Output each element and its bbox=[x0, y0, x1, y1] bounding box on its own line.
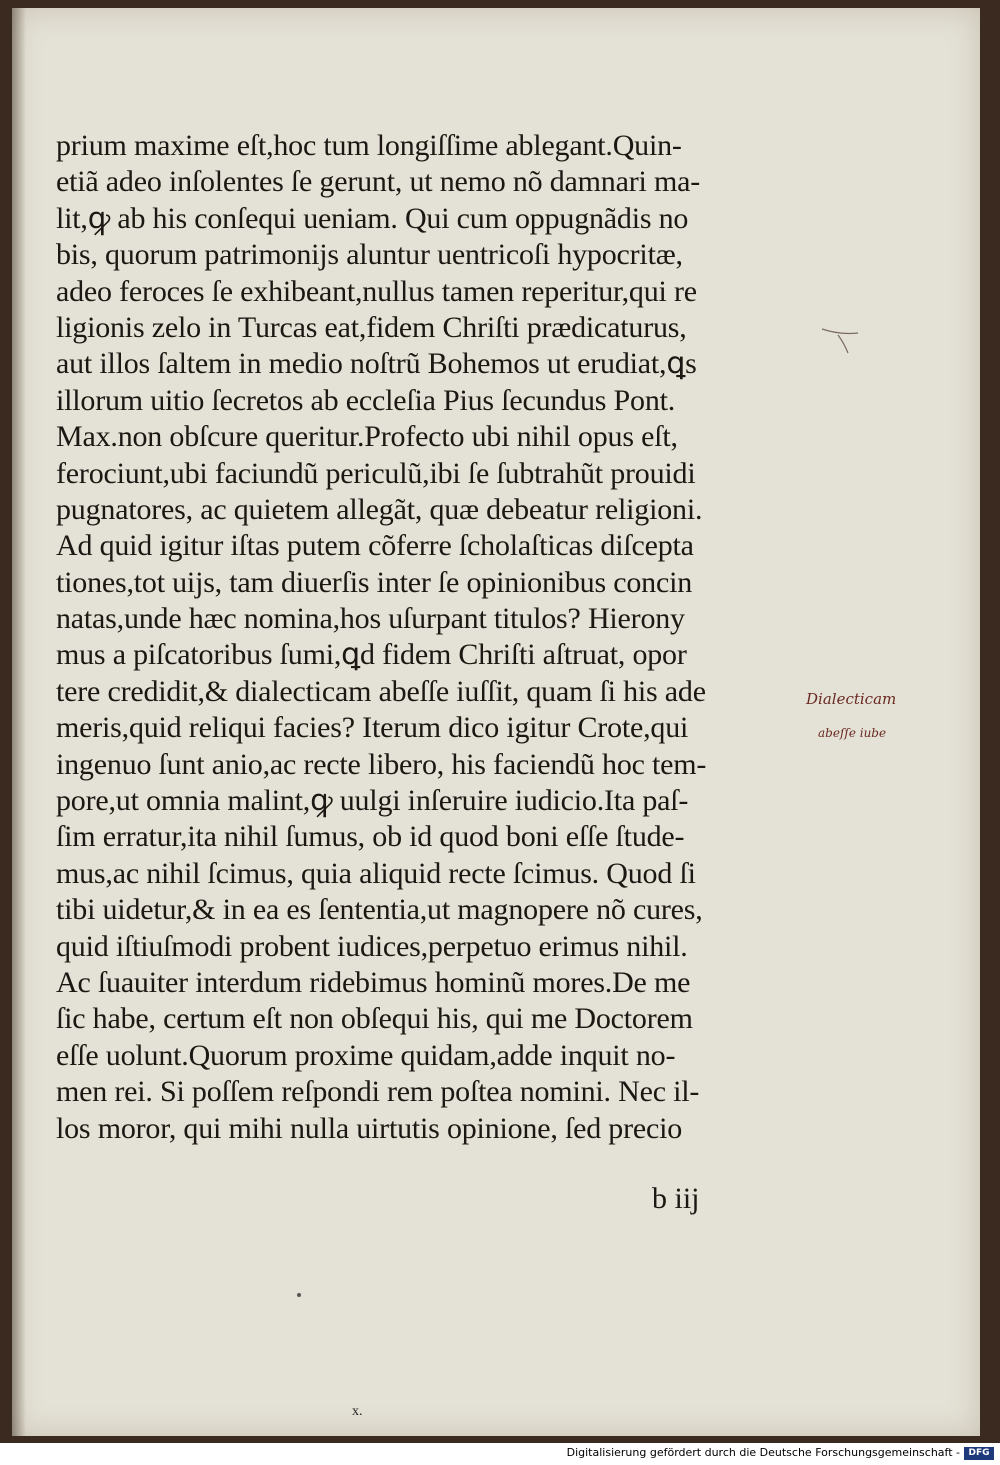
margin-annotation: abeſſe iube bbox=[818, 726, 887, 740]
text-line: mus a piſcatoribus ſumi,ꝗd fidem Chriſti aſtruat, opor bbox=[56, 638, 687, 672]
text-line: quid iſtiuſmodi probent iudices,perpetuo erimus nihil. bbox=[56, 929, 688, 963]
text-line: ſim erratur,ita nihil ſumus, ob id quod boni eſſe ſtude- bbox=[56, 820, 685, 854]
text-line: lit,ꝙ ab his conſequi ueniam. Qui cum oppugnãdis no bbox=[56, 201, 689, 235]
paper-speck bbox=[297, 1293, 301, 1297]
signature-mark: b iij bbox=[652, 1182, 700, 1215]
text-line: ingenuo ſunt anio,ac recte libero, his faciendũ hoc tem- bbox=[56, 747, 707, 781]
text-line: tere credidit,& dialecticam abeſſe iuſſit, quam ſi his ade bbox=[56, 674, 706, 708]
footer-credit: Digitalisierung gefördert durch die Deutsche Forschungsgemeinschaft - bbox=[566, 1446, 960, 1459]
text-line: meris,quid reliqui facies? Iterum dico igitur Crote,qui bbox=[56, 711, 689, 745]
text-line: tibi uidetur,& in ea es ſententia,ut magnopere nõ cures, bbox=[56, 893, 703, 927]
text-line: pore,ut omnia malint,ꝙ uulgi inſeruire iudicio.Ita paſ- bbox=[56, 784, 689, 818]
margin-pen-mark-icon bbox=[820, 325, 860, 355]
margin-annotation: Dialecticam bbox=[806, 690, 897, 708]
text-line: ligionis zelo in Turcas eat,fidem Chriſti prædicaturus, bbox=[56, 310, 687, 344]
text-line: eſſe uolunt.Quorum proxime quidam,adde inquit no- bbox=[56, 1038, 676, 1072]
dfg-logo-icon[interactable]: DFG bbox=[964, 1447, 994, 1460]
text-line: prium maxime eſt,hoc tum longiſſime ablegant.Quin- bbox=[56, 129, 682, 162]
text-line: etiã adeo inſolentes ſe gerunt, ut nemo nõ damnari ma- bbox=[56, 165, 700, 199]
text-line: aut illos ſaltem in medio noſtrũ Bohemos ut erudiat,ꝗs bbox=[56, 347, 697, 381]
catchmark: x. bbox=[352, 1404, 363, 1419]
body-text bbox=[56, 128, 816, 1147]
text-line: natas,unde hæc nomina,hos uſurpant titulos? Hierony bbox=[56, 602, 685, 636]
text-line: bis, quorum patrimonijs aluntur uentricoſi hypocritæ, bbox=[56, 238, 683, 272]
text-line: Ac ſuauiter interdum ridebimus hominũ mores.De me bbox=[56, 965, 691, 999]
text-line: ſic habe, certum eſt non obſequi his, qui me Doctorem bbox=[56, 1002, 693, 1036]
gutter-shadow bbox=[12, 8, 26, 1436]
text-line: ferociunt,ubi faciundũ periculũ,ibi ſe ſubtrahũt prouidi bbox=[56, 456, 696, 490]
text-line: Ad quid igitur iſtas putem cõferre ſcholaſticas diſcepta bbox=[56, 529, 694, 563]
text-line: pugnatores, ac quietem allegãt, quæ debeatur religioni. bbox=[56, 492, 703, 526]
text-line: tiones,tot uijs, tam diuerſis inter ſe opinionibus concin bbox=[56, 565, 693, 599]
text-line: mus,ac nihil ſcimus, quia aliquid recte ſcimus. Quod ſi bbox=[56, 856, 696, 890]
text-line: adeo feroces ſe exhibeant,nullus tamen reperitur,qui re bbox=[56, 274, 697, 308]
text-line: los moror, qui mihi nulla uirtutis opinione, ſed precio bbox=[56, 1111, 683, 1145]
text-line: illorum uitio ſecretos ab eccleſia Pius ſecundus Pont. bbox=[56, 383, 676, 417]
text-line: Max.non obſcure queritur.Profecto ubi nihil opus eſt, bbox=[56, 420, 678, 454]
text-line: men rei. Si poſſem reſpondi rem poſtea nomini. Nec il- bbox=[56, 1075, 700, 1109]
footer-bar bbox=[0, 1443, 1000, 1465]
